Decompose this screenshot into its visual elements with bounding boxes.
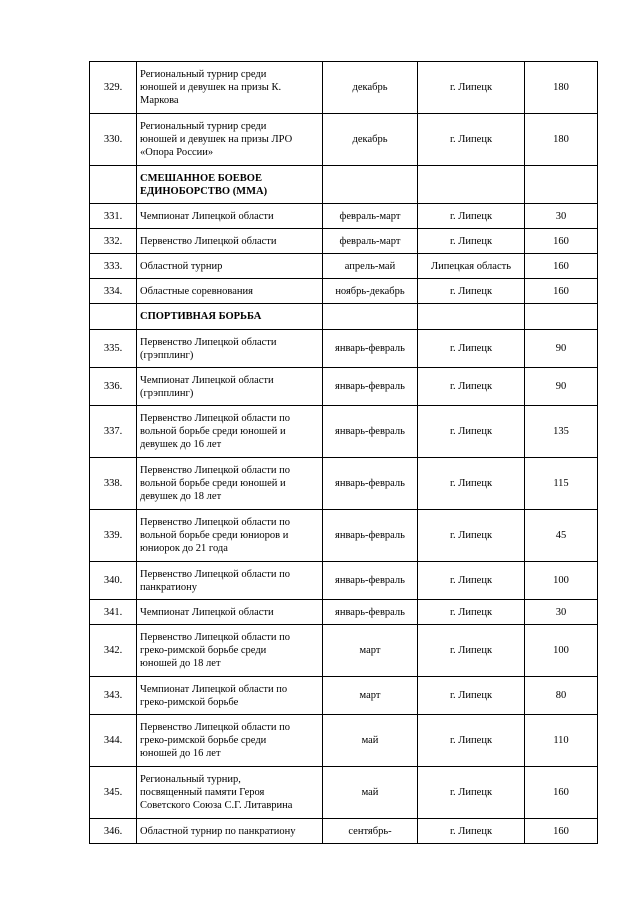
- event-place: г. Липецк: [418, 562, 525, 600]
- participants-count: 160: [525, 767, 598, 819]
- name-line: Первенство Липецкой области по: [140, 568, 290, 580]
- event-name: [137, 204, 323, 229]
- row-number: 335.: [90, 330, 137, 368]
- event-name: [137, 625, 323, 677]
- table-row: [90, 715, 598, 767]
- name-line: СПОРТИВНАЯ БОРЬБА: [140, 311, 262, 322]
- row-number: 333.: [90, 254, 137, 279]
- event-place: [418, 304, 525, 330]
- participants-count: [525, 304, 598, 330]
- participants-count: 160: [525, 819, 598, 844]
- table-row: [90, 254, 598, 279]
- name-line: девушек до 18 лет: [140, 491, 222, 502]
- row-number: 332.: [90, 229, 137, 254]
- event-name: [137, 767, 323, 819]
- table-row: [90, 625, 598, 677]
- table-row: [90, 330, 598, 368]
- participants-count: 115: [525, 458, 598, 510]
- name-line: девушек до 16 лет: [140, 439, 222, 450]
- event-name: [137, 62, 323, 114]
- participants-count: 100: [525, 625, 598, 677]
- name-line: Чемпионат Липецкой области: [140, 210, 274, 222]
- table-row: [90, 819, 598, 844]
- event-period: январь-февраль: [323, 510, 418, 562]
- event-place: г. Липецк: [418, 510, 525, 562]
- table-row: [90, 204, 598, 229]
- table-row: [90, 406, 598, 458]
- name-line: посвященный памяти Героя: [140, 787, 265, 798]
- name-line: Первенство Липецкой области по: [140, 517, 290, 528]
- name-line: юниорок до 21 года: [140, 543, 228, 554]
- row-number: 344.: [90, 715, 137, 767]
- section-title: [137, 304, 323, 330]
- name-line: греко-римской борьбе среди: [140, 735, 267, 746]
- section-title: [137, 166, 323, 204]
- table-row: [90, 562, 598, 600]
- name-line: (грэпплинг): [140, 349, 194, 361]
- name-line: Областной турнир по панкратиону: [140, 825, 296, 837]
- event-place: г. Липецк: [418, 715, 525, 767]
- event-period: май: [323, 715, 418, 767]
- name-line: Первенство Липецкой области: [140, 336, 277, 348]
- row-number: [90, 166, 137, 204]
- event-name: [137, 114, 323, 166]
- name-line: вольной борьбе среди юниоров и: [140, 530, 289, 541]
- row-number: 343.: [90, 677, 137, 715]
- name-line: Маркова: [140, 95, 179, 106]
- section-header-row: [90, 166, 598, 204]
- participants-count: 180: [525, 114, 598, 166]
- event-place: г. Липецк: [418, 819, 525, 844]
- event-name: [137, 229, 323, 254]
- event-place: г. Липецк: [418, 330, 525, 368]
- event-period: март: [323, 677, 418, 715]
- event-period: февраль-март: [323, 204, 418, 229]
- participants-count: 30: [525, 204, 598, 229]
- table-row: [90, 279, 598, 304]
- event-place: г. Липецк: [418, 625, 525, 677]
- participants-count: 90: [525, 368, 598, 406]
- row-number: 329.: [90, 62, 137, 114]
- row-number: 338.: [90, 458, 137, 510]
- event-period: [323, 166, 418, 204]
- name-line: Региональный турнир,: [140, 774, 241, 785]
- row-number: 337.: [90, 406, 137, 458]
- event-place: Липецкая область: [418, 254, 525, 279]
- event-place: г. Липецк: [418, 279, 525, 304]
- name-line: Советского Союза С.Г. Литаврина: [140, 800, 293, 811]
- event-period: декабрь: [323, 114, 418, 166]
- name-line: Первенство Липецкой области по: [140, 465, 290, 476]
- name-line: вольной борьбе среди юношей и: [140, 478, 286, 489]
- section-header-row: [90, 304, 598, 330]
- event-place: г. Липецк: [418, 600, 525, 625]
- event-period: сентябрь-: [323, 819, 418, 844]
- name-line: Областные соревнования: [140, 285, 253, 297]
- row-number: 331.: [90, 204, 137, 229]
- participants-count: 90: [525, 330, 598, 368]
- name-line: Чемпионат Липецкой области по: [140, 683, 288, 695]
- name-line: вольной борьбе среди юношей и: [140, 426, 286, 437]
- event-period: февраль-март: [323, 229, 418, 254]
- table-row: [90, 229, 598, 254]
- event-name: [137, 510, 323, 562]
- name-line: панкратиону: [140, 581, 197, 593]
- event-place: г. Липецк: [418, 62, 525, 114]
- name-line: Первенство Липецкой области по: [140, 722, 290, 733]
- name-line: СМЕШАННОЕ БОЕВОЕ: [140, 172, 262, 184]
- table-row: [90, 677, 598, 715]
- name-line: Региональный турнир среди: [140, 69, 267, 80]
- event-place: г. Липецк: [418, 767, 525, 819]
- event-name: [137, 368, 323, 406]
- row-number: 340.: [90, 562, 137, 600]
- events-table: [89, 61, 598, 844]
- participants-count: 135: [525, 406, 598, 458]
- row-number: 330.: [90, 114, 137, 166]
- event-name: [137, 677, 323, 715]
- event-place: [418, 166, 525, 204]
- name-line: греко-римской борьбе: [140, 696, 239, 708]
- event-place: г. Липецк: [418, 368, 525, 406]
- name-line: «Опора России»: [140, 147, 214, 158]
- event-period: апрель-май: [323, 254, 418, 279]
- event-name: [137, 406, 323, 458]
- event-period: январь-февраль: [323, 330, 418, 368]
- event-period: январь-февраль: [323, 406, 418, 458]
- event-period: январь-февраль: [323, 368, 418, 406]
- participants-count: 80: [525, 677, 598, 715]
- row-number: 339.: [90, 510, 137, 562]
- participants-count: [525, 166, 598, 204]
- name-line: юношей и девушек на призы К.: [140, 82, 282, 93]
- event-name: [137, 715, 323, 767]
- table-row: [90, 767, 598, 819]
- event-name: [137, 254, 323, 279]
- name-line: Первенство Липецкой области: [140, 235, 277, 247]
- event-period: январь-февраль: [323, 562, 418, 600]
- row-number: 346.: [90, 819, 137, 844]
- row-number: 345.: [90, 767, 137, 819]
- name-line: Чемпионат Липецкой области: [140, 606, 274, 618]
- event-name: [137, 562, 323, 600]
- event-period: [323, 304, 418, 330]
- name-line: ЕДИНОБОРСТВО (ММА): [140, 185, 268, 197]
- event-period: март: [323, 625, 418, 677]
- participants-count: 180: [525, 62, 598, 114]
- event-place: г. Липецк: [418, 114, 525, 166]
- name-line: Региональный турнир среди: [140, 121, 267, 132]
- participants-count: 110: [525, 715, 598, 767]
- event-period: январь-февраль: [323, 600, 418, 625]
- participants-count: 30: [525, 600, 598, 625]
- table-row: [90, 600, 598, 625]
- event-period: ноябрь-декабрь: [323, 279, 418, 304]
- table-row: [90, 114, 598, 166]
- name-line: (грэпплинг): [140, 387, 194, 399]
- name-line: юношей до 18 лет: [140, 658, 221, 669]
- event-place: г. Липецк: [418, 204, 525, 229]
- event-period: январь-февраль: [323, 458, 418, 510]
- participants-count: 100: [525, 562, 598, 600]
- participants-count: 160: [525, 229, 598, 254]
- participants-count: 45: [525, 510, 598, 562]
- row-number: [90, 304, 137, 330]
- event-period: май: [323, 767, 418, 819]
- name-line: юношей до 16 лет: [140, 748, 221, 759]
- event-name: [137, 600, 323, 625]
- participants-count: 160: [525, 279, 598, 304]
- event-place: г. Липецк: [418, 458, 525, 510]
- name-line: Первенство Липецкой области по: [140, 632, 290, 643]
- event-name: [137, 819, 323, 844]
- row-number: 342.: [90, 625, 137, 677]
- event-place: г. Липецк: [418, 406, 525, 458]
- table-row: [90, 368, 598, 406]
- event-period: декабрь: [323, 62, 418, 114]
- name-line: греко-римской борьбе среди: [140, 645, 267, 656]
- table-row: [90, 62, 598, 114]
- row-number: 336.: [90, 368, 137, 406]
- participants-count: 160: [525, 254, 598, 279]
- event-name: [137, 330, 323, 368]
- event-place: г. Липецк: [418, 229, 525, 254]
- event-name: [137, 458, 323, 510]
- event-place: г. Липецк: [418, 677, 525, 715]
- name-line: Чемпионат Липецкой области: [140, 374, 274, 386]
- name-line: Областной турнир: [140, 260, 223, 272]
- row-number: 334.: [90, 279, 137, 304]
- table-row: [90, 458, 598, 510]
- table-row: [90, 510, 598, 562]
- events-table-body: [90, 62, 598, 844]
- name-line: юношей и девушек на призы ЛРО: [140, 134, 293, 145]
- name-line: Первенство Липецкой области по: [140, 413, 290, 424]
- event-name: [137, 279, 323, 304]
- row-number: 341.: [90, 600, 137, 625]
